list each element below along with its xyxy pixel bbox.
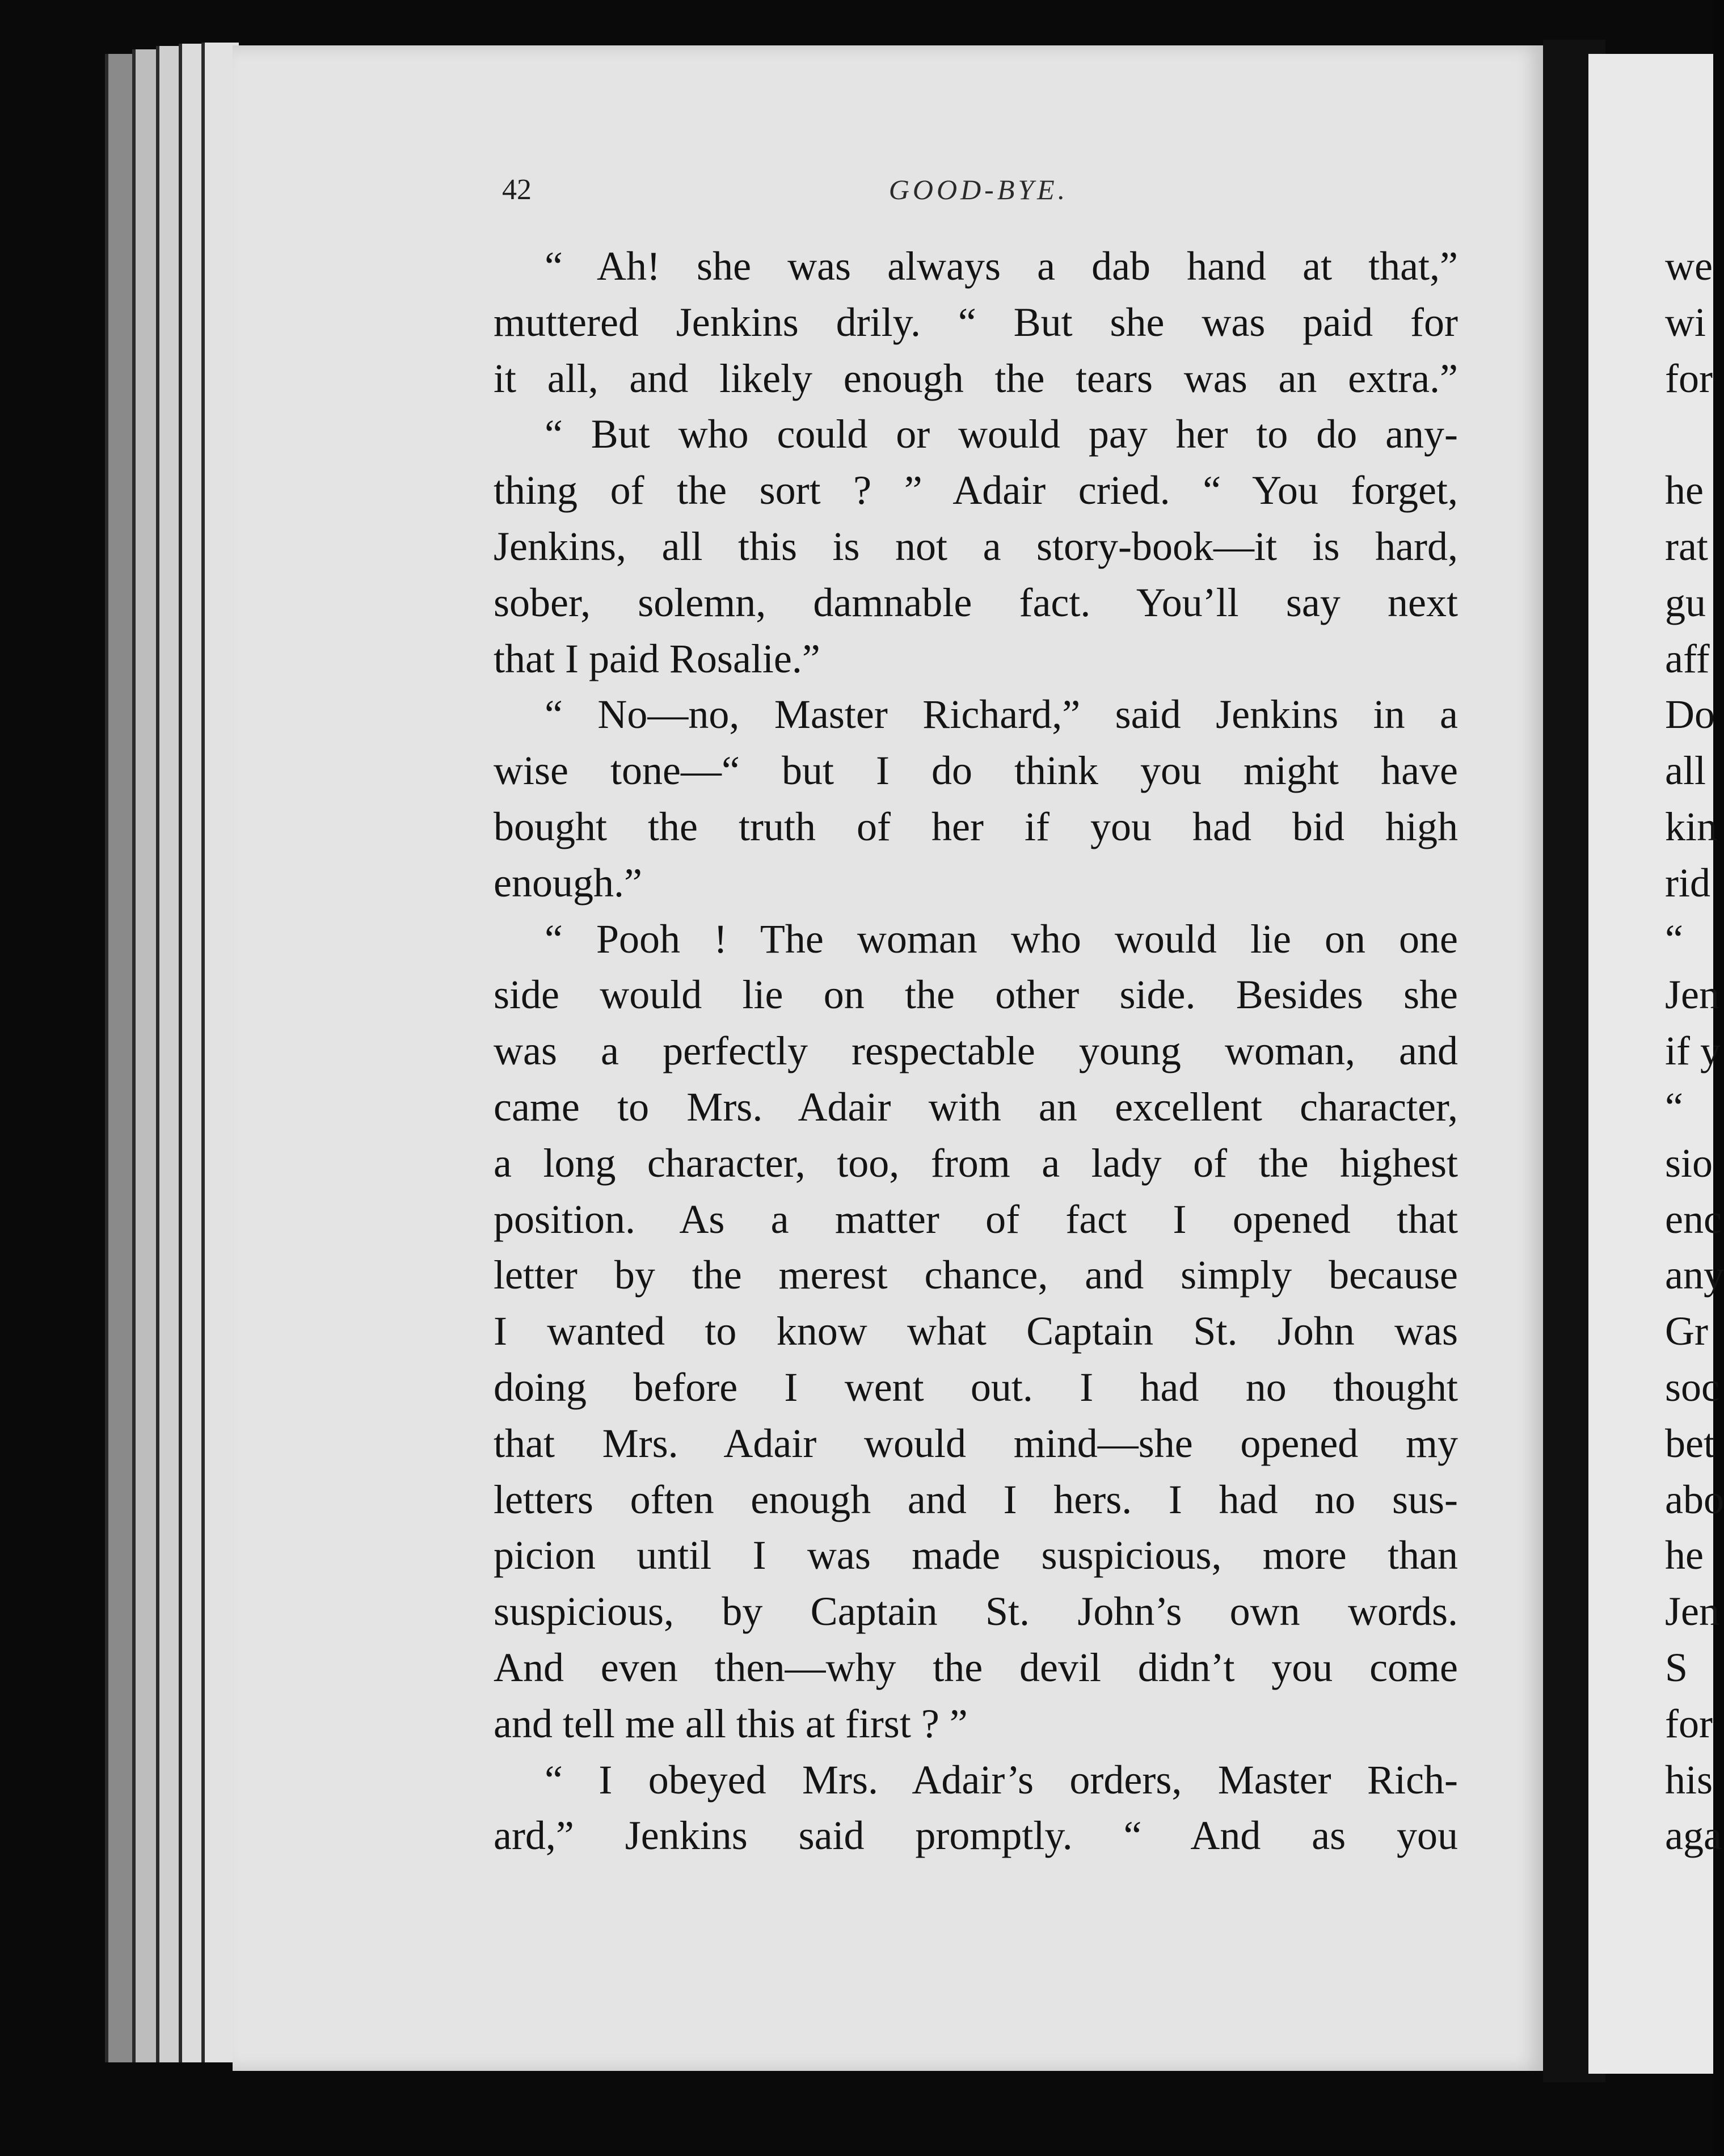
text-fragment: soc: [1665, 1364, 1719, 1410]
text-line: muttered Jenkins drily. “ But she was paid for: [494, 299, 1458, 345]
text-line: ard,” Jenkins said promptly. “ And as you: [494, 1813, 1458, 1859]
text-fragment: if y: [1665, 1028, 1721, 1074]
text-line: doing before I went out. I had no thought: [494, 1364, 1458, 1410]
text-line: “ I obeyed Mrs. Adair’s orders, Master Rich-: [545, 1757, 1458, 1803]
text-line: picion until I was made suspicious, more than: [494, 1532, 1458, 1578]
text-line: “ No—no, Master Richard,” said Jenkins in a: [545, 692, 1458, 738]
text-fragment: rat: [1665, 523, 1708, 569]
text-fragment: aga: [1665, 1813, 1722, 1859]
text-line: and tell me all this at first ? ”: [494, 1700, 968, 1746]
text-fragment: all: [1665, 748, 1706, 794]
text-fragment: gu: [1665, 579, 1706, 625]
text-fragment: sio: [1665, 1140, 1713, 1186]
text-fragment: bet: [1665, 1420, 1715, 1466]
text-line: enough.”: [494, 860, 642, 906]
text-line: “ But who could or would pay her to do any-: [545, 411, 1458, 457]
text-line: letters often enough and I hers. I had no sus-: [494, 1476, 1458, 1522]
text-line: And even then—why the devil didn’t you come: [494, 1644, 1458, 1690]
text-fragment: any: [1665, 1252, 1724, 1298]
text-fragment: Jen: [1665, 1589, 1719, 1635]
text-fragment: for: [1665, 355, 1713, 401]
text-fragment: he: [1665, 1532, 1704, 1578]
page-number: 42: [502, 174, 532, 206]
text-fragment: wi: [1665, 299, 1706, 345]
text-fragment: “: [1665, 916, 1683, 962]
text-fragment: Do: [1665, 692, 1715, 738]
text-fragment: [1665, 406, 1713, 462]
text-fragment: he: [1665, 468, 1704, 513]
running-title: GOOD-BYE.: [888, 174, 1069, 205]
body-text: [494, 238, 1458, 1864]
text-line: wise tone—“ but I do think you might have: [494, 748, 1458, 794]
text-line: sober, solemn, damnable fact. You’ll say next: [494, 579, 1458, 625]
right-page-text: [1665, 238, 1724, 1864]
text-fragment: his: [1665, 1757, 1713, 1803]
book-page-edges: [105, 43, 235, 2062]
text-fragment: for: [1665, 1700, 1713, 1746]
text-line: side would lie on the other side. Besides she: [494, 972, 1458, 1018]
text-line: that Mrs. Adair would mind—she opened my: [494, 1420, 1458, 1466]
text-line: a long character, too, from a lady of the highest: [494, 1140, 1458, 1186]
text-line: was a perfectly respectable young woman, and: [494, 1028, 1458, 1074]
text-line: suspicious, by Captain St. John’s own words.: [494, 1589, 1458, 1635]
text-fragment: abo: [1665, 1476, 1724, 1522]
text-fragment: rid: [1665, 860, 1710, 906]
text-line: came to Mrs. Adair with an excellent character,: [494, 1084, 1458, 1130]
text-line: Jenkins, all this is not a story-book—it is hard,: [494, 523, 1458, 569]
text-fragment: S: [1665, 1644, 1688, 1690]
text-line: I wanted to know what Captain St. John was: [494, 1308, 1458, 1354]
text-line: “ Ah! she was always a dab hand at that,”: [545, 243, 1458, 289]
text-fragment: kin: [1665, 803, 1718, 849]
text-fragment: aff: [1665, 635, 1710, 681]
text-line: that I paid Rosalie.”: [494, 635, 820, 681]
text-fragment: Gr: [1665, 1308, 1708, 1354]
text-line: letter by the merest chance, and simply because: [494, 1252, 1458, 1298]
text-fragment: Jen: [1665, 972, 1719, 1018]
running-head: [502, 173, 1455, 218]
text-fragment: enc: [1665, 1196, 1722, 1242]
text-line: it all, and likely enough the tears was an extra.”: [494, 355, 1458, 401]
text-line: bought the truth of her if you had bid high: [494, 803, 1458, 849]
text-line: “ Pooh ! The woman who would lie on one: [545, 916, 1458, 962]
text-line: position. As a matter of fact I opened that: [494, 1196, 1458, 1242]
text-fragment: we: [1665, 243, 1713, 289]
text-fragment: “: [1665, 1084, 1683, 1130]
text-line: thing of the sort ? ” Adair cried. “ You forget,: [494, 468, 1458, 513]
